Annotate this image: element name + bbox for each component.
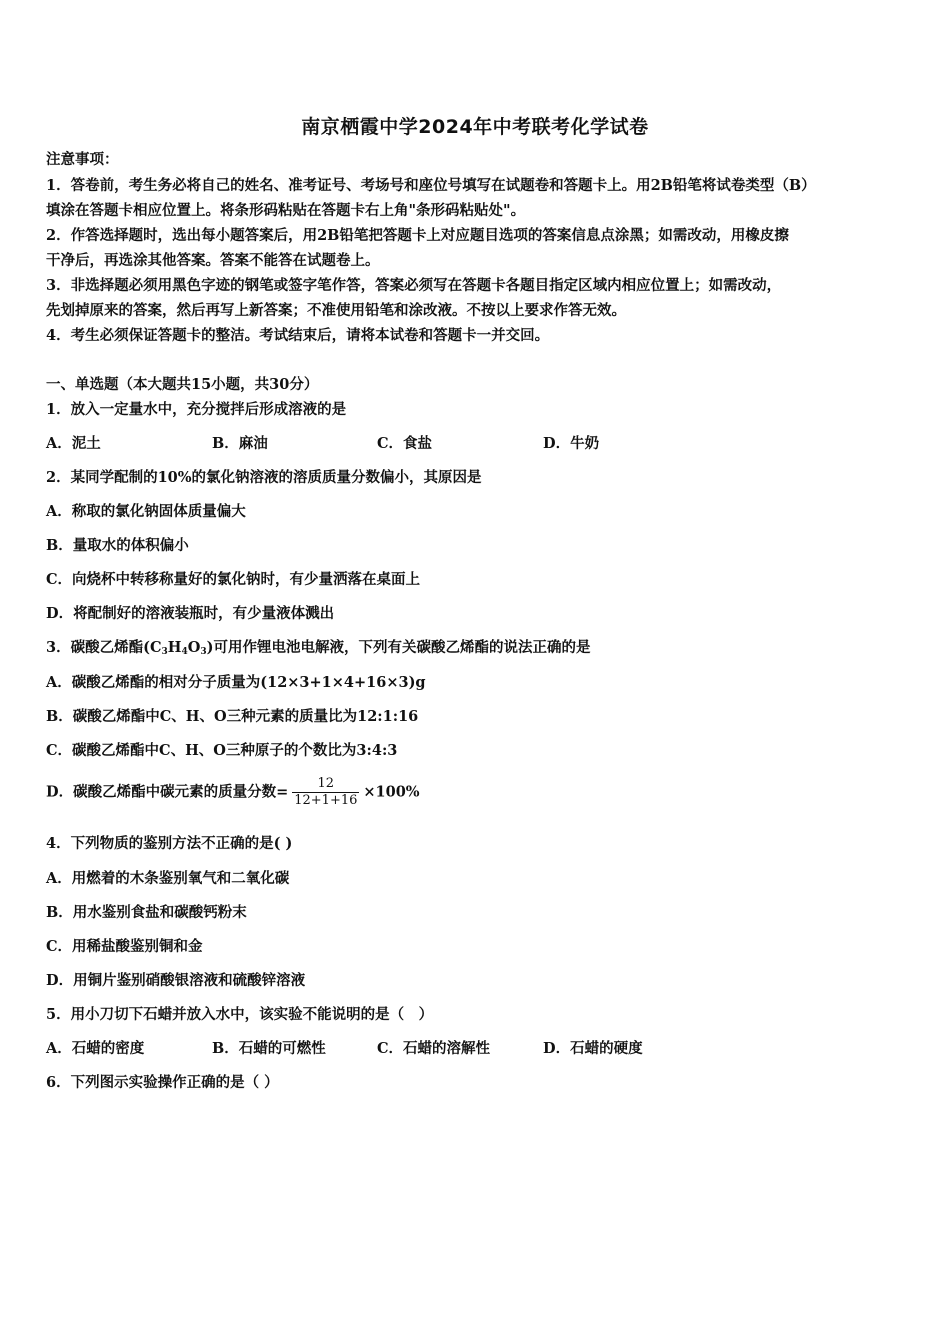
question-5-option-b: B．石蜡的可燃性 (212, 1040, 326, 1057)
question-4-option-b: B．用水鉴别食盐和碳酸钙粉末 (46, 904, 247, 921)
question-1-option-d: D．牛奶 (543, 435, 600, 452)
fraction-numerator: 12 (317, 776, 335, 791)
question-2-stem: 2．某同学配制的10%的氯化钠溶液的溶质质量分数偏小，其原因是 (46, 469, 482, 486)
question-3-stem (46, 638, 591, 662)
question-5-option-d: D．石蜡的硬度 (543, 1040, 643, 1057)
question-4-stem: 4．下列物质的鉴别方法不正确的是( ) (46, 835, 293, 852)
notice-line-3: 2．作答选择题时，选出每小题答案后，用2B铅笔把答题卡上对应题目选项的答案信息点涂黑；如需改动，用橡皮擦 (46, 227, 789, 244)
question-4-option-d: D．用铜片鉴别硝酸银溶液和硫酸锌溶液 (46, 972, 306, 989)
formula-o: O (187, 639, 201, 656)
question-2-option-a: A．称取的氯化钠固体质量偏大 (46, 503, 246, 520)
question-1-option-c: C．食盐 (377, 435, 433, 452)
notice-line-5: 3．非选择题必须用黑色字迹的钢笔或签字笔作答，答案必须写在答题卡各题目指定区域内相应位置上；如需改动， (46, 277, 782, 294)
question-6-stem: 6．下列图示实验操作正确的是（ ） (46, 1074, 279, 1091)
question-5-option-c: C．石蜡的溶解性 (377, 1040, 491, 1057)
question-2-option-b: B．量取水的体积偏小 (46, 537, 189, 554)
notice-line-4: 干净后，再选涂其他答案。答案不能答在试题卷上。 (46, 252, 380, 269)
question-3-stem-pre: 3．碳酸乙烯酯(C (46, 639, 162, 656)
notice-line-1: 1．答卷前，考生务必将自己的姓名、准考证号、考场号和座位号填写在试题卷和答题卡上。用2B铅笔将试卷类型（B） (46, 177, 816, 194)
notice-line-6: 先划掉原来的答案，然后再写上新答案；不准使用铅笔和涂改液。不按以上要求作答无效。 (46, 302, 626, 319)
question-1-option-a: A．泥土 (46, 435, 101, 452)
question-2-option-c: C．向烧杯中转移称量好的氯化钠时，有少量洒落在桌面上 (46, 571, 421, 588)
question-3-option-d (46, 776, 420, 809)
section-heading: 一、单选题（本大题共15小题，共30分） (46, 376, 319, 393)
question-3-option-b: B．碳酸乙烯酯中C、H、O三种元素的质量比为12:1:16 (46, 708, 419, 725)
question-3-stem-post: )可用作锂电池电解液，下列有关碳酸乙烯酯的说法正确的是 (206, 639, 591, 656)
question-2-option-d: D．将配制好的溶液装瓶时，有少量液体溅出 (46, 605, 335, 622)
formula-sub-o: 3 (200, 647, 207, 657)
question-5-stem: 5．用小刀切下石蜡并放入水中，该实验不能说明的是（ ） (46, 1006, 434, 1023)
question-3-option-d-pre: D．碳酸乙烯酯中碳元素的质量分数= (46, 783, 289, 801)
question-5-option-a: A．石蜡的密度 (46, 1040, 145, 1057)
question-4-option-c: C．用稀盐酸鉴别铜和金 (46, 938, 203, 955)
question-4-option-a: A．用燃着的木条鉴别氧气和二氧化碳 (46, 870, 290, 887)
formula-sub-c: 3 (161, 647, 168, 657)
notice-heading: 注意事项： (46, 151, 119, 168)
formula-h: H (167, 639, 182, 656)
question-1-stem: 1．放入一定量水中，充分搅拌后形成溶液的是 (46, 401, 347, 418)
question-1-option-b: B．麻油 (212, 435, 268, 452)
mass-fraction (292, 776, 359, 809)
notice-line-2: 填涂在答题卡相应位置上。将条形码粘贴在答题卡右上角"条形码粘贴处"。 (46, 202, 526, 219)
notice-line-7: 4．考生必须保证答题卡的整洁。考试结束后，请将本试卷和答题卡一并交回。 (46, 327, 550, 344)
question-3-option-c: C．碳酸乙烯酯中C、H、O三种原子的个数比为3:4:3 (46, 742, 398, 759)
question-3-option-a: A．碳酸乙烯酯的相对分子质量为(12×3+1×4+16×3)g (46, 674, 426, 691)
question-3-option-d-post: ×100% (363, 783, 420, 801)
page-title: 南京栖霞中学2024年中考联考化学试卷 (301, 116, 649, 138)
fraction-denominator: 12+1+16 (294, 793, 358, 808)
formula-sub-h: 4 (181, 647, 188, 657)
